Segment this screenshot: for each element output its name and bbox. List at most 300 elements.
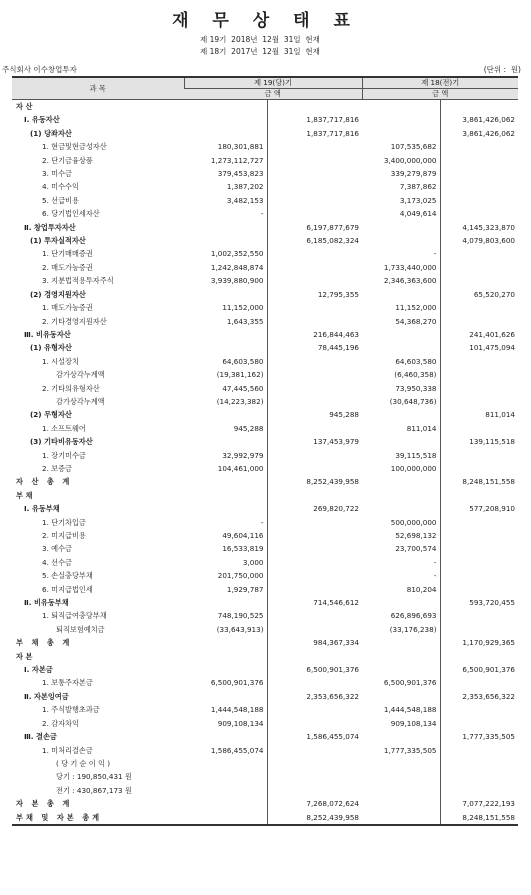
amount-c3: 1,444,548,188 [383,705,437,715]
amount-c1 [184,113,267,126]
amount-c3: (30,648,736) [389,396,437,406]
amount-c1: - [260,209,264,219]
amount-c2 [267,382,362,395]
header-prior-period: 제 18(전)기 [362,77,518,89]
amount-c2 [267,542,362,555]
amount-c1: 180,301,881 [217,142,264,152]
table-row [12,650,518,663]
amount-c1: (19,381,162) [216,370,264,380]
account-name: 자 본 총 계 [16,799,73,809]
amount-c3 [362,328,440,341]
amount-c3: 39,115,518 [395,450,437,460]
amount-c2: 984,367,334 [267,636,362,649]
amount-c4: 577,208,910 [440,502,518,515]
table-row [12,234,518,247]
amount-c2 [267,100,362,114]
account-name: (2) 경영지원자산 [30,289,86,299]
account-name: 2. 미지급비용 [42,531,86,540]
amount-c1 [184,730,267,743]
amount-c2: 1,837,717,816 [267,113,362,126]
table-row [12,757,518,770]
amount-c1: 1,002,352,550 [210,249,264,259]
table-row [12,408,518,421]
amount-c1: (33,643,913) [216,624,264,634]
table-row [12,784,518,797]
amount-c2 [267,247,362,260]
amount-c2 [267,516,362,529]
table-row [12,341,518,354]
amount-c2 [267,368,362,381]
amount-c2 [267,609,362,622]
amount-c4: 7,077,222,193 [440,797,518,810]
amount-c4: 593,720,455 [440,596,518,609]
amount-c4 [440,301,518,314]
table-row [12,247,518,260]
amount-c2: 8,252,439,958 [267,811,362,825]
account-name: 감가상각누계액 [56,370,105,380]
amount-c3: 339,279,879 [390,169,437,179]
table-row [12,730,518,743]
total-row [12,811,518,825]
amount-c4 [440,676,518,689]
table-row [12,140,518,153]
amount-c4: 1,170,929,365 [440,636,518,649]
amount-c2: 7,268,072,624 [267,797,362,810]
amount-c4 [440,315,518,328]
amount-c1: (14,223,382) [216,396,264,406]
account-name: 6. 당기법인세자산 [42,209,100,219]
amount-c1 [184,690,267,703]
amount-c3: 2,346,363,600 [383,276,437,286]
table-row [12,529,518,542]
amount-c3: 107,535,682 [390,142,437,152]
amount-c1 [184,221,267,234]
table-row [12,395,518,408]
amount-c4 [440,247,518,260]
amount-c2: 1,586,455,074 [267,730,362,743]
amount-c1: 909,108,134 [217,718,264,728]
amount-c4 [440,207,518,220]
amount-c3 [362,100,440,114]
amount-c2 [267,355,362,368]
amount-c3 [362,811,440,825]
account-name: 1. 퇴직급여충당부채 [42,611,107,621]
table-row [12,301,518,314]
table-row [12,422,518,435]
amount-c2 [267,154,362,167]
table-row [12,382,518,395]
amount-c2 [267,449,362,462]
amount-c2: 216,844,463 [267,328,362,341]
amount-c3: (6,460,358) [394,370,437,380]
amount-c4: 3,861,426,062 [440,113,518,126]
table-row [12,328,518,341]
amount-c1 [184,770,267,783]
amount-c3: 11,152,000 [395,303,437,313]
account-name: 자 산 총 계 [16,477,73,487]
table-row [12,368,518,381]
amount-c1 [184,596,267,609]
amount-c4 [440,140,518,153]
account-name: Ⅱ. 자본잉여금 [24,691,69,701]
amount-c4: 2,353,656,322 [440,690,518,703]
amount-c4: 1,777,335,505 [440,730,518,743]
amount-c1: 748,190,525 [217,611,264,621]
amount-c4 [440,449,518,462]
amount-c1 [184,341,267,354]
amount-c2 [267,583,362,596]
header-current-amount: 금 액 [184,89,362,100]
amount-c2: 6,197,877,679 [267,221,362,234]
amount-c4: 8,248,151,558 [440,475,518,488]
amount-c4 [440,462,518,475]
total-row [12,636,518,649]
amount-c2 [267,770,362,783]
account-name: 5. 손실충당부채 [42,571,93,581]
account-name: (1) 유형자산 [30,343,72,353]
amount-c1: 3,939,880,900 [210,276,264,286]
amount-c2: 1,837,717,816 [267,127,362,140]
amount-c4 [440,100,518,114]
amount-c4: 6,500,901,376 [440,663,518,676]
amount-c1 [184,489,267,502]
table-row [12,435,518,448]
amount-c2: 8,252,439,958 [267,475,362,488]
amount-c3 [362,596,440,609]
account-name: Ⅰ. 유동부채 [24,504,60,514]
amount-c2 [267,315,362,328]
table-row [12,274,518,287]
amount-c3: 64,603,580 [395,356,437,366]
amount-c1: 104,461,000 [217,463,264,473]
amount-c2 [267,784,362,797]
amount-c2 [267,301,362,314]
amount-c3: 100,000,000 [390,463,437,473]
header-item: 과 목 [12,77,184,100]
amount-c4 [440,529,518,542]
table-row [12,100,518,114]
table-row [12,703,518,716]
amount-c2 [267,489,362,502]
table-row [12,770,518,783]
amount-c2 [267,140,362,153]
amount-c1 [184,127,267,140]
amount-c3: - [433,249,437,259]
table-row [12,502,518,515]
amount-c3 [362,650,440,663]
account-name: 1. 미처리결손금 [42,745,93,755]
amount-c1: 16,533,819 [222,544,264,554]
amount-c1 [184,234,267,247]
amount-c1 [184,757,267,770]
amount-c2: 78,445,196 [267,341,362,354]
account-name: (1) 당좌자산 [30,128,72,138]
amount-c3 [362,435,440,448]
amount-c3: 6,500,901,376 [383,678,437,688]
document-title: 재 무 상 태 표 [172,11,359,31]
account-name: 퇴직보험예치금 [56,624,105,634]
amount-c4 [440,623,518,636]
account-name: 자 본 [16,651,33,661]
amount-c1: 3,482,153 [226,195,264,205]
account-name: (3) 기타비유동자산 [30,437,93,447]
table-row [12,221,518,234]
amount-c1: 11,152,000 [222,303,264,313]
table-row [12,516,518,529]
table-row [12,583,518,596]
amount-c3 [362,663,440,676]
account-name: 2. 보증금 [42,463,72,473]
amount-c2: 2,353,656,322 [267,690,362,703]
amount-c2 [267,650,362,663]
amount-c2 [267,717,362,730]
amount-c3: 500,000,000 [390,517,437,527]
table-row [12,315,518,328]
amount-c3 [362,730,440,743]
amount-c2: 269,820,722 [267,502,362,515]
account-name: 당기 : 190,850,431 원 [56,772,132,782]
account-name: 4. 선수금 [42,557,72,567]
amount-c1: 32,992,979 [222,450,264,460]
table-row [12,596,518,609]
account-name: (2) 무형자산 [30,410,72,420]
amount-c4 [440,583,518,596]
account-name: 3. 지분법적용투자주식 [42,276,114,286]
account-name: 2. 단기금융상품 [42,155,93,165]
amount-c3 [362,288,440,301]
amount-c2: 12,795,355 [267,288,362,301]
amount-c1 [184,650,267,663]
amount-c4: 241,401,626 [440,328,518,341]
amount-c4 [440,744,518,757]
amount-c3: 810,204 [406,584,437,594]
account-name: 3. 미수금 [42,169,72,179]
account-name: 1. 장기미수금 [42,450,86,460]
table-row [12,207,518,220]
account-name: 부 채 총 계 [16,638,73,648]
table-row [12,180,518,193]
amount-c1: 1,586,455,074 [210,745,264,755]
period-prior: 제 18기 2017년 12월 31일 현재 [200,47,320,56]
table-row [12,690,518,703]
amount-c2: 714,546,612 [267,596,362,609]
amount-c4 [440,368,518,381]
account-name: 4. 미수수익 [42,182,79,192]
account-name: 1. 주식발행초과금 [42,705,100,715]
amount-c4 [440,703,518,716]
table-row [12,676,518,689]
amount-c3: 23,700,574 [395,544,437,554]
amount-c3 [362,690,440,703]
amount-c1 [184,663,267,676]
table-row [12,609,518,622]
amount-c4 [440,355,518,368]
account-name: Ⅱ. 창업투자자산 [24,222,76,232]
amount-c2 [267,274,362,287]
total-row [12,797,518,810]
table-row [12,194,518,207]
table-row [12,569,518,582]
amount-c2 [267,167,362,180]
amount-c3 [362,797,440,810]
amount-c2 [267,623,362,636]
account-name: 전기 : 430,867,173 원 [56,785,132,795]
amount-c3: - [433,571,437,581]
amount-c3 [362,234,440,247]
amount-c2 [267,395,362,408]
amount-c3: 4,049,614 [399,209,437,219]
amount-c4 [440,382,518,395]
account-name: 부 채 [16,490,33,500]
table-row [12,113,518,126]
amount-c1: 49,604,116 [222,531,264,540]
amount-c3 [362,221,440,234]
account-name: 5. 선급비용 [42,195,79,205]
amount-c3: (33,176,238) [389,624,437,634]
amount-c4: 139,115,518 [440,435,518,448]
amount-c1: 1,242,848,874 [210,262,264,272]
amount-c3: 909,108,134 [390,718,437,728]
amount-c4 [440,422,518,435]
account-name: Ⅲ. 결손금 [24,732,57,742]
amount-c4 [440,650,518,663]
amount-c2 [267,207,362,220]
amount-c3 [362,113,440,126]
amount-c1: 6,500,901,376 [210,678,264,688]
account-name: Ⅰ. 자본금 [24,665,53,675]
amount-c1: 1,387,202 [226,182,264,192]
amount-c1 [184,811,267,825]
account-name: 2. 기타의유형자산 [42,383,100,393]
amount-c1 [184,408,267,421]
account-name: 1. 보통주자본금 [42,678,93,688]
amount-c4 [440,717,518,730]
amount-c2 [267,569,362,582]
amount-c4 [440,770,518,783]
amount-c3: 3,400,000,000 [383,155,437,165]
amount-c2 [267,676,362,689]
table-row [12,167,518,180]
amount-c2 [267,757,362,770]
amount-c4: 4,145,323,870 [440,221,518,234]
table-row [12,288,518,301]
account-name: 자 산 [16,102,33,111]
account-name: 감가상각누계액 [56,396,105,406]
amount-c3 [362,475,440,488]
amount-c2 [267,194,362,207]
amount-c4 [440,180,518,193]
amount-c2 [267,462,362,475]
amount-c1: 1,929,787 [226,584,264,594]
amount-c2 [267,529,362,542]
account-name: ( 당 기 순 이 익 ) [56,758,111,768]
amount-c3 [362,341,440,354]
amount-c3 [362,489,440,502]
amount-c1 [184,435,267,448]
amount-c2 [267,744,362,757]
amount-c1 [184,784,267,797]
amount-c4 [440,757,518,770]
amount-c1: 201,750,000 [217,571,264,581]
amount-c1: - [260,517,264,527]
amount-c4 [440,261,518,274]
amount-c1 [184,328,267,341]
amount-c1: 47,445,560 [222,383,264,393]
account-name: 1. 현금및현금성자산 [42,142,107,152]
amount-c3 [362,636,440,649]
amount-c3: 1,777,335,505 [383,745,437,755]
table-row [12,355,518,368]
table-row [12,489,518,502]
amount-c3 [362,502,440,515]
amount-c2 [267,703,362,716]
account-name: 2. 매도가능증권 [42,262,93,272]
account-name: 1. 소프트웨어 [42,423,86,433]
amount-c3 [362,770,440,783]
amount-c3 [362,757,440,770]
table-row [12,462,518,475]
account-name: 부채 및 자본 총계 [16,812,103,822]
table-row [12,556,518,569]
amount-c4: 101,475,094 [440,341,518,354]
amount-c3 [362,127,440,140]
company-name: 주식회사 이수창업투자 [2,65,77,74]
account-name: 2. 감자차익 [42,718,79,728]
amount-c4 [440,395,518,408]
amount-c4 [440,489,518,502]
amount-c1 [184,475,267,488]
amount-c1 [184,100,267,114]
amount-c3: - [433,557,437,567]
amount-c1 [184,502,267,515]
account-name: Ⅱ. 비유동부채 [24,598,69,608]
balance-sheet-table [12,76,518,826]
table-row [12,449,518,462]
table-row [12,663,518,676]
account-name: 1. 단기매매증권 [42,249,93,259]
amount-c1: 64,603,580 [222,356,264,366]
amount-c3: 54,368,270 [395,316,437,326]
amount-c3: 7,387,862 [399,182,437,192]
amount-c4: 3,861,426,062 [440,127,518,140]
amount-c1: 1,643,355 [226,316,264,326]
amount-c3 [362,408,440,421]
amount-c1 [184,636,267,649]
amount-c4: 811,014 [440,408,518,421]
account-name: 1. 매도가능증권 [42,303,93,313]
account-name: Ⅲ. 비유동자산 [24,329,71,339]
account-name: 1. 시설장치 [42,356,79,366]
amount-c3 [362,784,440,797]
amount-c1: 945,288 [233,423,264,433]
amount-c1 [184,797,267,810]
amount-c4 [440,609,518,622]
period-current: 제 19기 2018년 12월 31일 현재 [200,35,320,44]
table-row [12,542,518,555]
amount-c2: 137,453,979 [267,435,362,448]
amount-c4 [440,556,518,569]
amount-c4 [440,516,518,529]
amount-c3: 626,896,693 [390,611,437,621]
amount-c2 [267,422,362,435]
account-name: 2. 기타경영지원자산 [42,316,107,326]
total-row [12,475,518,488]
amount-c2: 6,500,901,376 [267,663,362,676]
unit-label: (단위 : 원) [483,65,521,74]
amount-c3: 3,173,025 [399,195,437,205]
account-name: 6. 미지급법인세 [42,584,93,594]
amount-c1 [184,288,267,301]
